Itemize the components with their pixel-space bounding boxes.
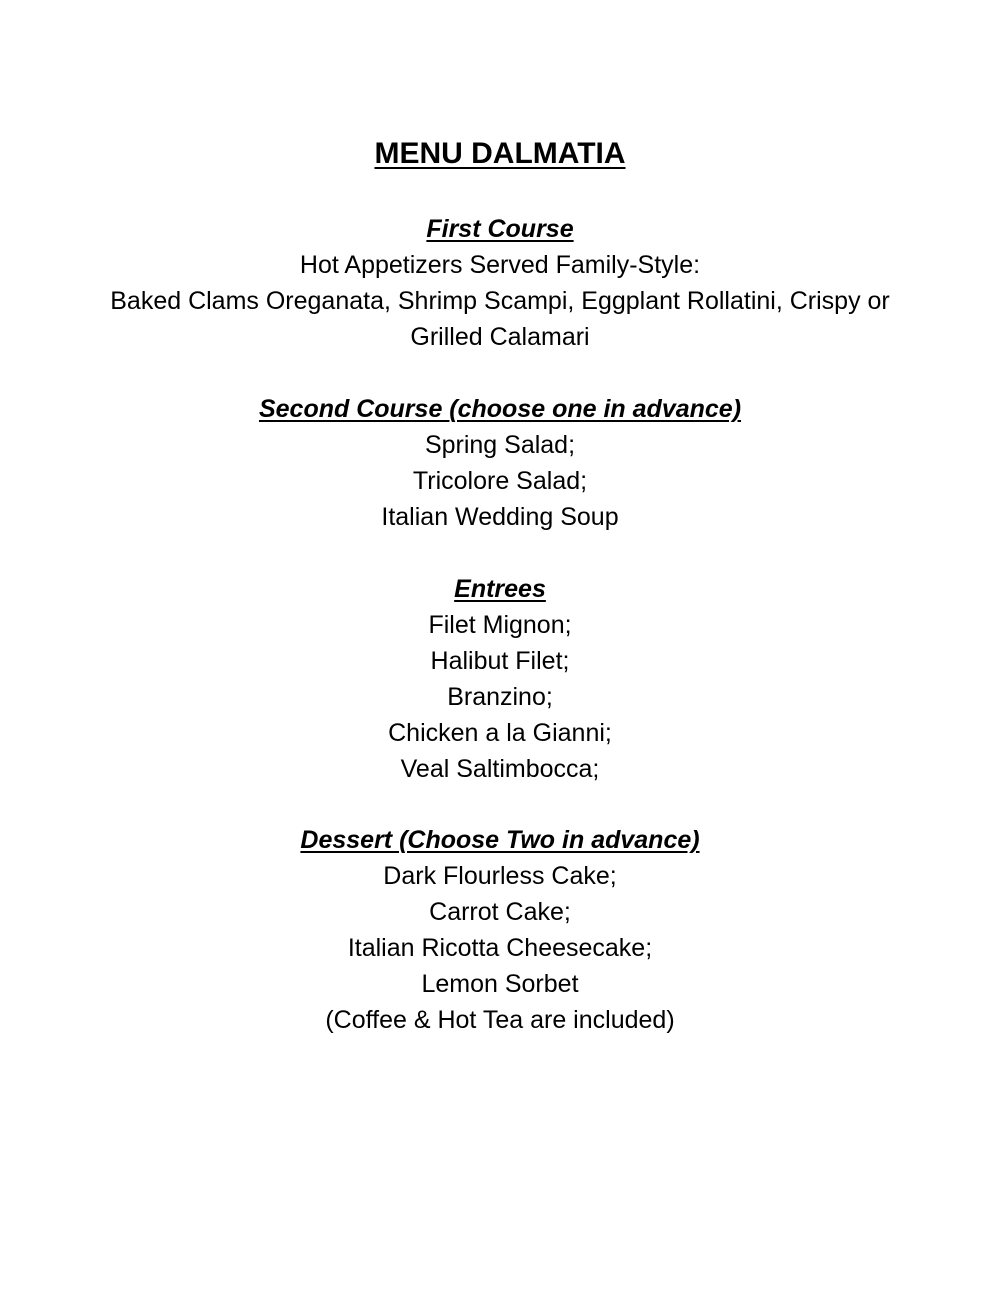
entrees-heading bbox=[60, 571, 940, 607]
second-course-heading-text: Second Course (choose one in advance) bbox=[258, 395, 742, 423]
second-course-item: Italian Wedding Soup bbox=[381, 503, 619, 531]
menu-title-text: MENU DALMATIA bbox=[374, 137, 626, 170]
first-course-line: Baked Clams Oreganata, Shrimp Scampi, Eggplant Rollatini, Crispy or bbox=[110, 287, 890, 315]
first-course-line: Hot Appetizers Served Family-Style: bbox=[299, 251, 701, 279]
second-course-item: Spring Salad; bbox=[424, 431, 576, 459]
first-course-heading-text: First Course bbox=[426, 215, 574, 243]
dessert-item: Italian Ricotta Cheesecake; bbox=[347, 934, 653, 962]
second-course-heading bbox=[60, 391, 940, 427]
first-course-line: Grilled Calamari bbox=[410, 323, 590, 351]
first-course-heading bbox=[60, 211, 940, 247]
second-course-section bbox=[60, 391, 940, 535]
dessert-item: Lemon Sorbet bbox=[421, 970, 579, 998]
dessert-heading bbox=[60, 822, 940, 858]
dessert-note: (Coffee & Hot Tea are included) bbox=[325, 1006, 675, 1034]
dessert-heading-text: Dessert (Choose Two in advance) bbox=[300, 826, 700, 854]
dessert-item: Dark Flourless Cake; bbox=[383, 862, 617, 890]
entree-item: Chicken a la Gianni; bbox=[388, 719, 612, 747]
entree-item: Filet Mignon; bbox=[428, 611, 572, 639]
entree-item: Branzino; bbox=[447, 683, 553, 711]
menu-title bbox=[0, 134, 1000, 174]
entrees-section bbox=[60, 571, 940, 787]
first-course-section bbox=[60, 211, 940, 355]
entree-item: Veal Saltimbocca; bbox=[400, 755, 600, 783]
second-course-item: Tricolore Salad; bbox=[412, 467, 588, 495]
entrees-heading-text: Entrees bbox=[454, 575, 546, 603]
dessert-section bbox=[60, 822, 940, 1038]
dessert-item: Carrot Cake; bbox=[429, 898, 571, 926]
entree-item: Halibut Filet; bbox=[430, 647, 570, 675]
